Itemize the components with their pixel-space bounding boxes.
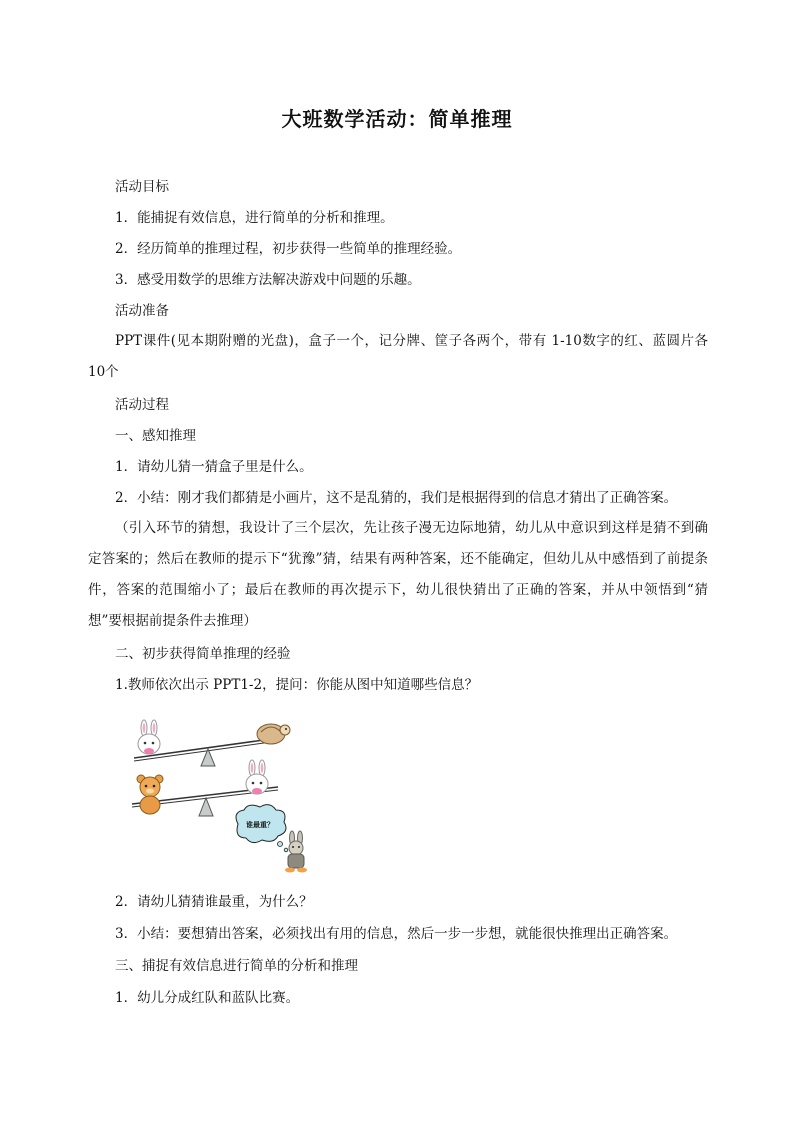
turtle-icon: [257, 724, 290, 744]
part3-item-1: 1．幼儿分成红队和蓝队比赛。: [115, 990, 300, 1006]
preparation-text: PPT课件(见本期附赠的光盘)，盒子一个，记分牌、筐子各两个，带有 1-10数字的红、蓝圆片各 10个: [88, 333, 708, 380]
goal-item-1: 1．能捕捉有效信息，进行简单的分析和推理。: [115, 210, 394, 226]
part2-item-2: 2．请幼儿猜猜谁最重，为什么？: [115, 894, 313, 910]
rabbit-icon: [138, 720, 160, 754]
seesaw-illustration-svg: [128, 712, 328, 877]
thinking-rabbit-icon: [285, 831, 307, 873]
speech-bubble: [236, 805, 288, 852]
process-heading: 活动过程: [115, 397, 169, 413]
part1-item-2: 2．小结：刚才我们都猜是小画片，这不是乱猜的，我们是根据得到的信息才猜出了正确答案。: [115, 490, 678, 506]
part2-item-3: 3．小结：要想猜出答案，必须找出有用的信息，然后一步一步想，就能很快推理出正确答案。: [115, 926, 678, 942]
part2-item-1: 1.教师依次出示 PPT1-2，提问：你能从图中知道哪些信息？: [115, 677, 479, 693]
part1-note: （引入环节的猜想，我设计了三个层次，先让孩子漫无边际地猜，幼儿从中意识到这样是猜不到确定答案的；然后在教师的提示下“犹豫”猜，结果有两种答案，还不能确定，但幼儿从中感悟到了前提条件，答案的范围缩小了；最后在教师的再次提示下，幼儿很快猜出了正确的答案，并从中领悟到“猜想”要根据前提条件去推理）: [88, 520, 708, 629]
document-title: 大班数学活动：简单推理: [281, 107, 513, 131]
goal-item-2: 2．经历简单的推理过程，初步获得一些简单的推理经验。: [115, 241, 462, 257]
part2-heading: 二、初步获得简单推理的经验: [115, 646, 291, 662]
part1-heading: 一、感知推理: [115, 428, 196, 444]
seesaw-illustration: [128, 712, 328, 877]
part3-heading: 三、捕捉有效信息进行简单的分析和推理: [115, 958, 358, 974]
goals-heading: 活动目标: [115, 179, 169, 195]
bubble-text: 谁最重？: [246, 821, 274, 829]
seesaw-pivot-2: [199, 798, 213, 816]
part1-item-1: 1．请幼儿猜一猜盒子里是什么。: [115, 459, 313, 475]
preparation-heading: 活动准备: [115, 303, 169, 319]
rabbit-icon-2: [246, 760, 268, 794]
bear-icon: [137, 775, 163, 814]
goal-item-3: 3．感受用数学的思维方法解决游戏中问题的乐趣。: [115, 272, 421, 288]
